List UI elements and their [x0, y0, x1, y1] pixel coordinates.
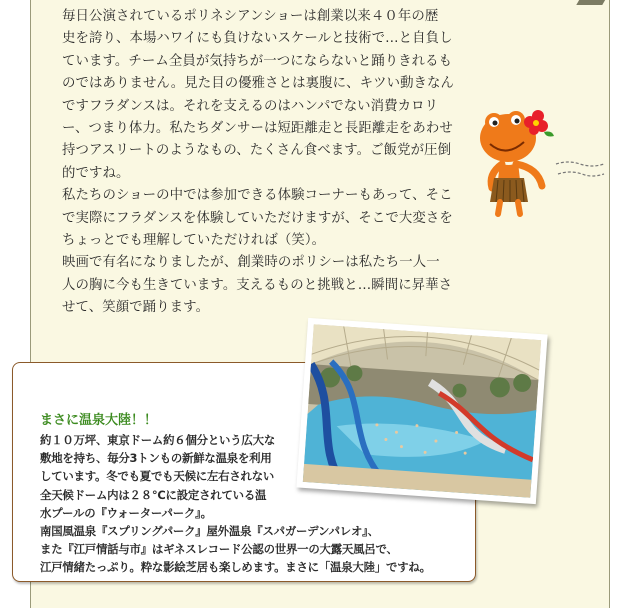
info-line: 約１０万坪、東京ドーム約６個分という広大な: [40, 433, 276, 447]
info-line: 南国風温泉『スプリングパーク』屋外温泉『スパガーデンパレオ』、: [40, 524, 379, 539]
essay-paragraph: 私たちのショーの中では参加できる体験コーナーもあって、そこ で実際にフラダンスを体験していただけますが、そこで大変さを ちょっとでも理解していただければ（笑）。: [62, 188, 453, 249]
info-line: 江戸情緒たっぷり。粋な影絵芝居も楽しめます。まさに「温泉大陸」ですね。: [40, 560, 431, 575]
info-line: また『江戸情話与市』はギネスレコード公認の世界一の大露天風呂で、: [40, 542, 398, 557]
essay-paragraph: 毎日公演されているポリネシアンショーは創業以来４０年の歴 史を誇り、本場ハワイにも負けないスケールと技術で…と自負し ています。チーム全員が気持ちが一つにならないと踊りきれるも のではありません。見た目の優雅さとは裏腹に、キツい動きなん ですフラダンスは。それを支えるのはハンパでない消費カロリ ー、つまり体力。私たちダンサーは短距離走と長距離走をあわせ 持つアスリートのようなもの、たくさん食べます。ご飯党が圧倒 的ですね。: [62, 9, 455, 181]
essay-paragraph: 映画で有名になりましたが、創業時のポリシーは私たち一人一 人の胸に今も生きています。支えるものと挑戦と…瞬間に昇華さ せて、笑顔で踊ります。: [62, 255, 453, 316]
info-line: 水プールの『ウォーターパーク』。: [40, 505, 212, 520]
info-line: 全天候ドーム内は２８℃に設定されている温: [40, 487, 267, 502]
frog-hula-dancer-icon: [468, 108, 608, 218]
info-line: しています。冬でも夏でも天候に左右されない: [40, 469, 275, 484]
water-park-photo: [296, 318, 547, 504]
info-heading: まさに温泉大陸！！: [40, 413, 158, 428]
corner-decoration: [576, 0, 605, 5]
essay-text: [62, 6, 458, 320]
info-body: [40, 431, 431, 577]
info-line: 敷地を持ち、毎分3トンもの新鮮な温泉を利用: [40, 451, 272, 466]
